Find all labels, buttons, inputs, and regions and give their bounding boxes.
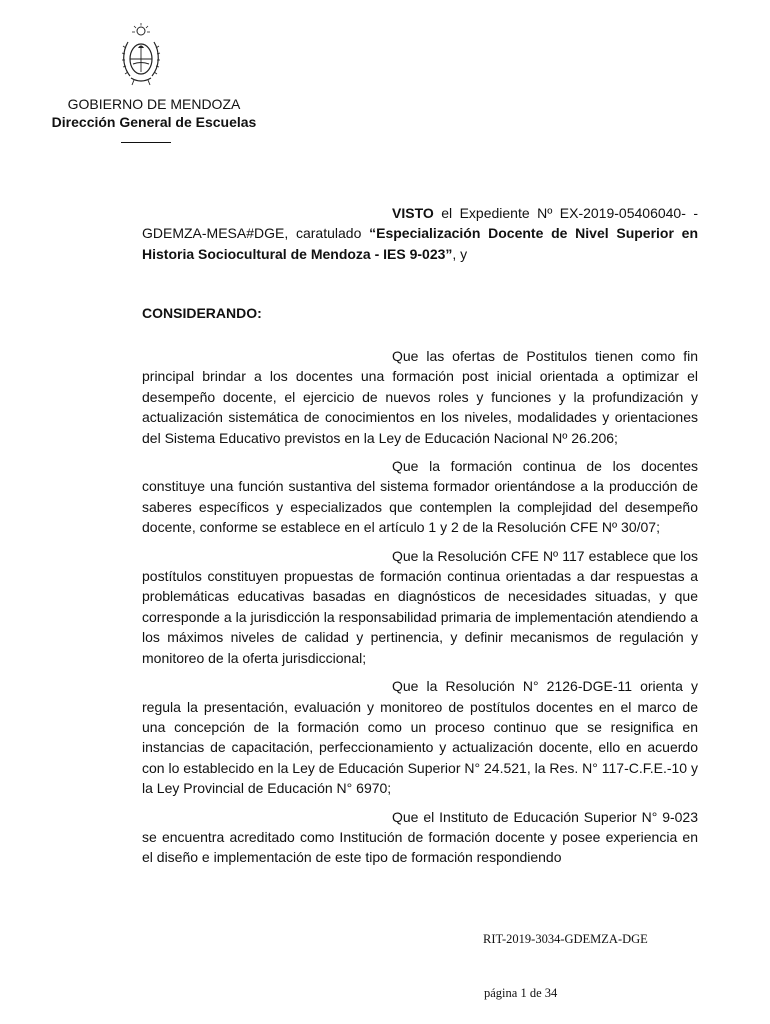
visto-ending: , y: [452, 245, 468, 262]
visto-lead: VISTO: [392, 205, 434, 221]
paragraph: [142, 676, 698, 798]
paragraph-text: Que el Instituto de Educación Superior N° 9-023 se encuentra acreditado como Institución de formación docente y posee experiencia en el diseño e implementación de este tipo de formación respondiendo: [142, 808, 698, 866]
paragraph-text: Que la formación continua de los docentes constituye una función sustantiva del sistema formador orientándose a la producción de saberes específicos y especializados que contemplen la complejidad del desempeño docente, conforme se establece en el artículo 1 y 2 de la Resolución CFE Nº 30/07;: [142, 458, 698, 536]
mendoza-coat-of-arms-icon: [118, 22, 164, 88]
paragraph: [142, 456, 698, 538]
considerando-paragraphs: [142, 346, 698, 876]
page-number: página 1 de 34: [484, 986, 558, 1000]
paragraph: [142, 546, 698, 668]
visto-title: “Especialización Docente de Nivel Superior en Historia Sociocultural de Mendoza - IES 9-023”: [142, 225, 699, 262]
visto-text: el Expediente Nº EX-2019-05406040- -GDEMZA-MESA#DGE, caratulado: [142, 205, 698, 242]
paragraph-text: Que la Resolución N° 2126-DGE-11 orienta y regula la presentación, evaluación y monitoreo de postítulos docentes en el marco de una concepción de la formación como un proceso continuo que se resignifica en instancias de capacitación, perfeccionamiento y actualización docente, ello en acuerdo con lo establecido en la Ley de Educación Superior N° 24.521, la Res. N° 117-C.F.E.-10 y la Ley Provincial de Educación N° 6970;: [142, 678, 698, 797]
document-reference: [0, 932, 770, 947]
paragraph: [142, 346, 698, 448]
paragraph-text: Que las ofertas de Postitulos tienen como fin principal brindar a los docentes una formación post inicial orientada a optimizar el desempeño docente, el ejercicio de nuevos roles y funciones y la profundización y actualización sistemática de conocimientos en los niveles, modalidades y orientaciones del Sistema Educativo previstos en la Ley de Educación Nacional Nº 26.206;: [142, 348, 698, 446]
government-name: GOBIERNO DE MENDOZA: [67, 96, 241, 112]
considerando-heading: CONSIDERANDO:: [142, 305, 262, 321]
reference-text: RIT-2019-3034-GDEMZA-DGE: [483, 932, 648, 946]
paragraph: [142, 807, 698, 868]
visto-paragraph: [142, 203, 698, 264]
visto-section: [142, 203, 698, 272]
header-divider: [121, 142, 171, 143]
paragraph-text: Que la Resolución CFE Nº 117 establece que los postítulos constituyen propuestas de formación continua orientadas a dar respuestas a problemáticas educativas basadas en diagnósticos de necesidades situadas, y que corresponde a la jurisdicción la responsabilidad primaria de implementación atendiendo a los máximos niveles de calidad y pertinencia, y definir mecanismos de regulación y monitoreo de la oferta jurisdiccional;: [142, 547, 698, 666]
department-name: Dirección General de Escuelas: [51, 114, 257, 130]
